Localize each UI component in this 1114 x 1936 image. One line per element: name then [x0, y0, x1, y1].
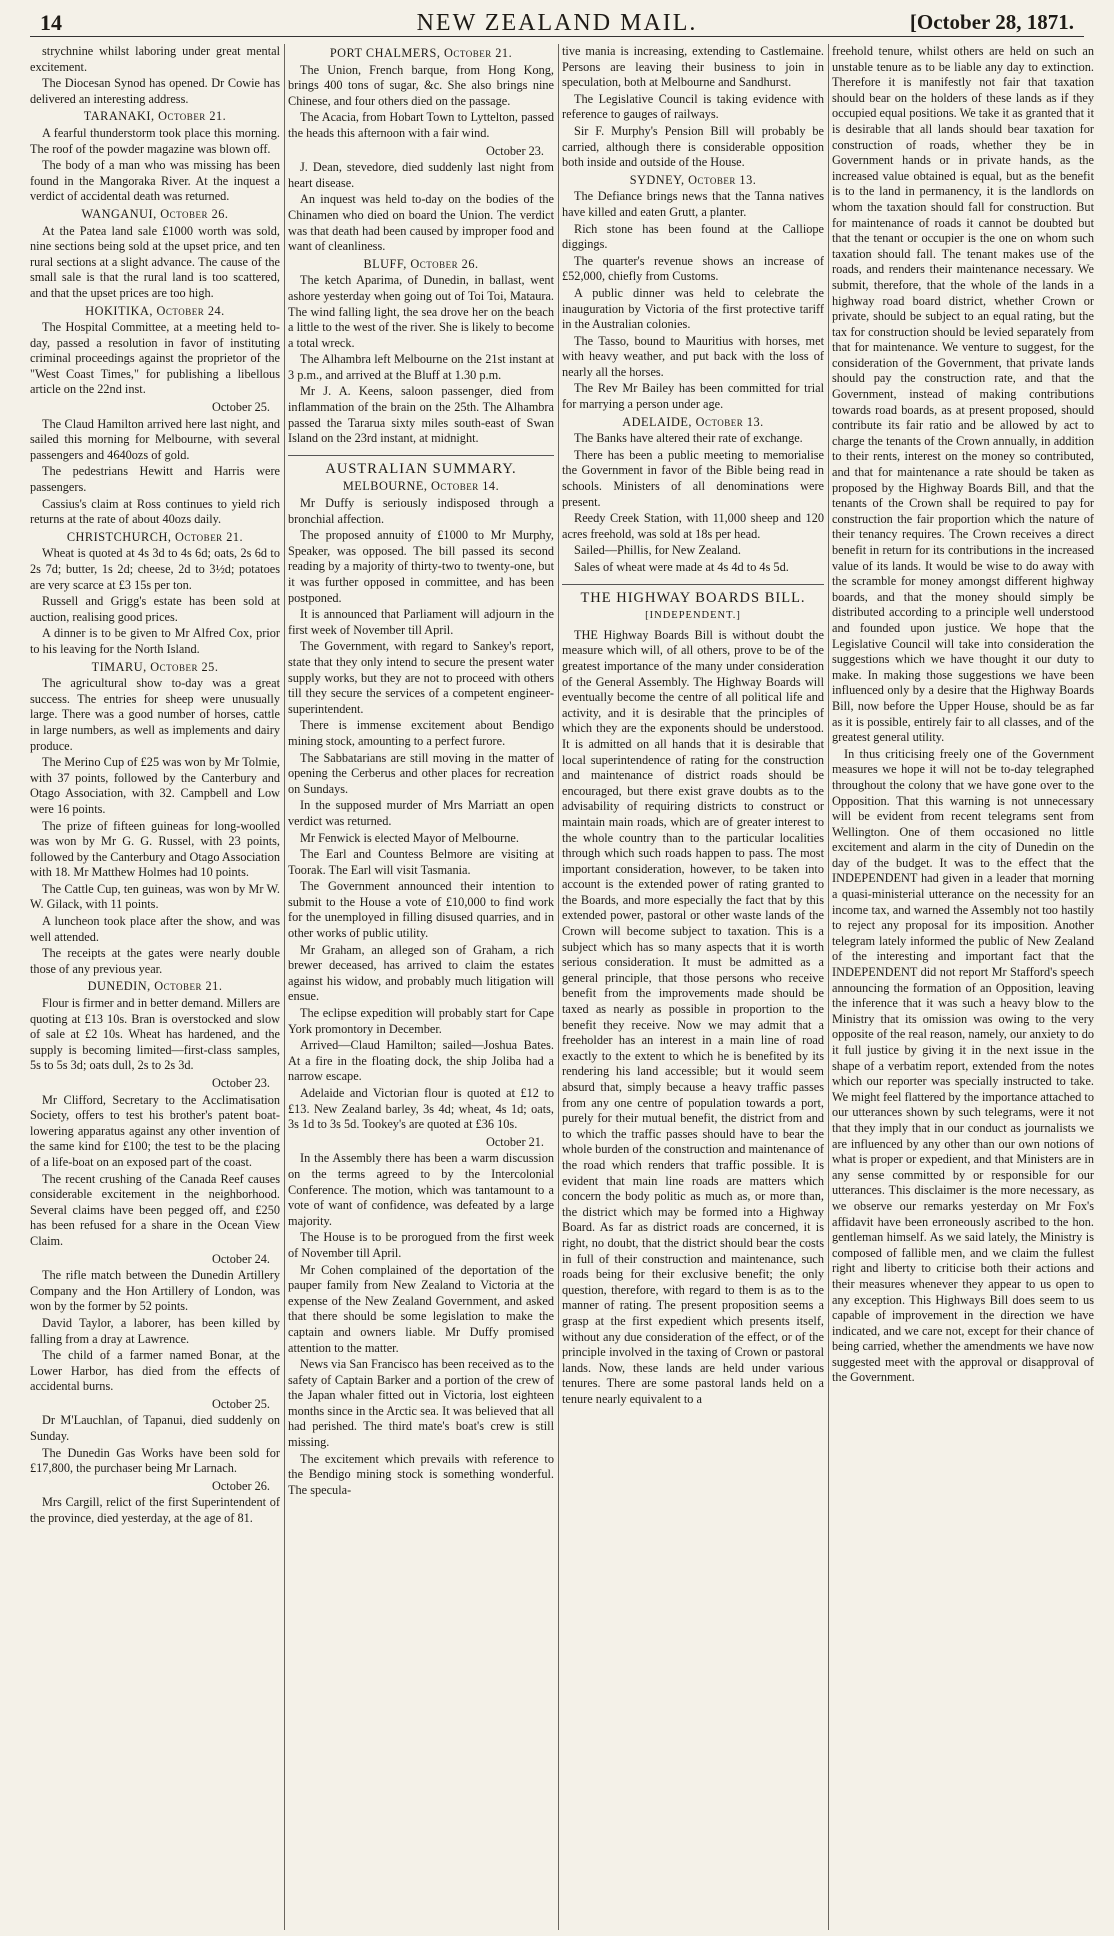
dateline: WANGANUI, October 26.	[81, 206, 229, 221]
section-heading: AUSTRALIAN SUMMARY.	[288, 455, 554, 478]
paragraph: The Earl and Countess Belmore are visiting at Toorak. The Earl will visit Tasmania.	[288, 847, 554, 877]
article-body: In thus criticising freely one of the Government measures we hope it will not be to-day telegraphed throughout the colony that we have gone over to the Opposition. That this warning is not unnecessary will be evident from recent telegrams sent from Wellington. One of them occasioned no little excitement and alarm in the city of Dunedin on the day of the budget. It was to the effect that the INDEPENDENT had given in a leader that morning a quasi-ministerial utterance on the necessity for an income tax, and warned the Assembly not too hastily to reject any proposal for its imposition. Another telegram lately informed the public of New Zealand of the interesting and important fact that the INDEPENDENT did not report Mr Stafford's speech announcing the formation of an Opposition, leaving the inference that it was such a heavy blow to the Ministry that its omission was owing to the very opposite of the real reason, namely, our anxiety to do it full justice by giving it in the next issue in the shape of a verbatim report, extended from the notes which our reporter was specially instructed to take. We might feel flattered by the importance attached to our utterances shown by such telegrams, were it not that they imply that in our conduct as journalists we are influenced by any other than our own notions of what is proper or expedient, and that Ministers are in any sense committed by or responsible for our utterances. This disclaimer is the more necessary, as we observe our remarks yesterday on Mr Fox's affidavit have been erroneously ascribed to the hon. gentleman himself. As we said lately, the Ministry is composed of fallible men, and we claim the fullest right and liberty to criticise both their actions and their measures whenever they appear to us open to any exception. This Highways Bill does seem to us capable of improvement in the direction we have indicated, and we care not, except for their chance of being carried, whether the amendments we have now suggested meet with the approval or disapproval of the Government.	[832, 746, 1094, 1385]
paragraph: Adelaide and Victorian flour is quoted at £12 to £13. New Zealand barley, 3s 4d; wheat, 4s 1d; oats, 3s 1d to 3s 5d. Tookey's are quoted at £36 10s.	[288, 1086, 554, 1132]
paragraph: The recent crushing of the Canada Reef causes considerable excitement in the neighborhood. Several claims have been pegged off, and £250 has been refused for a share in the Ocean View Claim.	[30, 1171, 280, 1248]
paragraph: Mr Fenwick is elected Mayor of Melbourne.	[300, 830, 519, 845]
paragraph: The Defiance brings news that the Tanna natives have killed and eaten Grutt, a planter.	[562, 189, 824, 219]
paragraph: The Sabbatarians are still moving in the matter of opening the Cerberus and other places for recreation on Sundays.	[288, 750, 554, 796]
paragraph: Russell and Grigg's estate has been sold at auction, realising good prices.	[30, 594, 280, 624]
masthead: NEW ZEALAND MAIL.	[416, 10, 698, 36]
date-line: October 21.	[485, 1134, 544, 1149]
paragraph: The Rev Mr Bailey has been committed for trial for marrying a person under age.	[562, 381, 824, 412]
paragraph: The prize of fifteen guineas for long-woolled was won by Mr G. G. Russel, with 23 points, followed by the Canterbury and Otago Association with 18. Mr Matthew Holmes had 10 points.	[30, 818, 280, 880]
paragraph: The Acacia, from Hobart Town to Lyttelton, passed the heads this afternoon with a fair wind.	[288, 110, 554, 140]
paragraph: A luncheon took place after the show, and was well attended.	[30, 914, 280, 944]
page-number: 14	[40, 10, 62, 35]
paragraph: Mr Duffy is seriously indisposed through a bronchial affection.	[288, 496, 554, 526]
paragraph: The Claud Hamilton arrived here last night, and sailed this morning for Melbourne, with several passengers and 4640ozs of gold.	[30, 416, 280, 462]
paragraph: There is immense excitement about Bendigo mining stock, amounting to a perfect furore.	[288, 718, 554, 748]
paragraph: Mr Cohen complained of the deportation of the pauper family from New Zealand to Victoria at the expense of the New Zealand Government, and asked that there should be some legislation to make the captain and owners liable. Mr Duffy promised attention to the matter.	[288, 1262, 554, 1355]
paragraph: Mr J. A. Keens, saloon passenger, died from inflammation of the brain on the 25th. The Alhambra passed the Tararua sixty miles south-east of Swan Island on the 23rd instant, at midnight.	[288, 384, 554, 446]
paragraph: The Hospital Committee, at a meeting held to-day, passed a resolution in favor of instituting criminal proceedings against the proprietor of the "West Coast Times," for publishing a libellous article on the 22nd inst.	[30, 320, 280, 397]
paragraph: Dr M'Lauchlan, of Tapanui, died suddenly on Sunday.	[30, 1413, 280, 1444]
column-rule	[828, 44, 829, 1930]
dateline: DUNEDIN, October 21.	[87, 979, 223, 994]
paragraph: A fearful thunderstorm took place this morning. The roof of the powder magazine was blown off.	[30, 125, 280, 156]
paragraph: Sales of wheat were made at 4s 4d to 4s 5d.	[574, 560, 789, 574]
paragraph: strychnine whilst laboring under great mental excitement.	[30, 44, 280, 74]
page-header	[30, 6, 1084, 37]
paragraph: The Merino Cup of £25 was won by Mr Tolmie, with 37 points, followed by the Canterbury and Otago Association, with 32. Campbell and Low were 16 points.	[30, 755, 280, 816]
paragraph: The Dunedin Gas Works have been sold for £17,800, the purchaser being Mr Larnach.	[30, 1445, 280, 1476]
dateline: HOKITIKA, October 24.	[85, 303, 225, 318]
column-rule	[284, 44, 285, 1930]
paragraph: The Banks have altered their rate of exchange.	[574, 431, 803, 446]
date-line: October 25.	[211, 400, 270, 415]
paragraph: A dinner is to be given to Mr Alfred Cox, prior to his leaving for the North Island.	[30, 626, 280, 656]
column-4	[832, 44, 1094, 1930]
paragraph: Wheat is quoted at 4s 3d to 4s 6d; oats, 2s 6d to 2s 7d; butter, 1s 2d; cheese, 2d to 3½d; potatoes are very scarce at £3 15s per ton.	[30, 546, 280, 592]
paragraph: There has been a public meeting to memorialise the Government in favor of the Bible being read in schools. Ministers of all denominations were present.	[562, 447, 824, 509]
dateline: ADELAIDE, October 13.	[622, 414, 764, 429]
paragraph: The eclipse expedition will probably start for Cape York promontory in December.	[288, 1006, 554, 1036]
date-line: October 25.	[211, 1396, 270, 1411]
paragraph: Mrs Cargill, relict of the first Superintendent of the province, died yesterday, at the age of 81.	[30, 1495, 280, 1526]
paragraph: The Diocesan Synod has opened. Dr Cowie has delivered an interesting address.	[30, 76, 280, 106]
paragraph: Cassius's claim at Ross continues to yield rich returns at the rate of about 40ozs daily.	[30, 496, 280, 527]
paragraph: The Tasso, bound to Mauritius with horses, met with heavy weather, and put back with the loss of nearly all the horses.	[562, 333, 824, 379]
article-source: [INDEPENDENT.]	[645, 610, 741, 622]
date-line: October 23.	[485, 143, 544, 158]
paragraph: The child of a farmer named Bonar, at the Lower Harbor, has died from the effects of accidental burns.	[30, 1348, 280, 1394]
paragraph: J. Dean, stevedore, died suddenly last night from heart disease.	[288, 160, 554, 190]
paragraph: Mr Clifford, Secretary to the Acclimatisation Society, offers to test his brother's patent boat-lowering apparatus against any other invention of the same kind for £100; the test to be the placing of a life-boat on an exposed part of the coast.	[30, 1092, 280, 1169]
date-line: October 23.	[211, 1076, 270, 1090]
paragraph: The proposed annuity of £1000 to Mr Murphy, Speaker, was opposed. The bill passed its second reading by a majority of thirty-two to twenty-one, but it was further opposed in committee, and has been postponed.	[288, 528, 554, 605]
paragraph: tive mania is increasing, extending to Castlemaine. Persons are leaving their business to join in speculation, both at Melbourne and Sandhurst.	[562, 44, 824, 90]
paragraph: News via San Francisco has been received as to the safety of Captain Barker and a portion of the crew of the Japan whaler fitted out in Victoria, lost eighteen months since in the Arctic sea. It was believed that all had perished. The third mate's boat's crew is still missing.	[288, 1357, 554, 1450]
dateline: CHRISTCHURCH, October 21.	[66, 529, 244, 544]
paragraph: At the Patea land sale £1000 worth was sold, nine sections being sold at the upset price, and ten rural sections at a slight advance. The cause of the small sale is that the rural land is too scattered, and that the upset prices are too high.	[30, 223, 280, 300]
dateline: TIMARU, October 25.	[91, 659, 219, 674]
paragraph: Reedy Creek Station, with 11,000 sheep and 120 acres freehold, was sold at 18s per head.	[562, 511, 824, 541]
paragraph: The ketch Aparima, of Dunedin, in ballast, went ashore yesterday when going out of Toi Toi, Mataura. The wind falling light, the sea drove her on the beach a little to the west of the river. She is likely to become a total wreck.	[288, 273, 554, 350]
paragraph: In the Assembly there has been a warm discussion on the terms agreed to by the Intercolonial Conference. The motion, which was tantamount to a vote of want of confidence, was defeated by a large majority.	[288, 1151, 554, 1228]
dateline: PORT CHALMERS, October 21.	[329, 46, 513, 60]
article-headline: THE HIGHWAY BOARDS BILL.	[562, 584, 824, 607]
paragraph: David Taylor, a laborer, has been killed by falling from a dray at Lawrence.	[30, 1315, 280, 1346]
date-line: October 26.	[211, 1478, 270, 1493]
paragraph: The quarter's revenue shows an increase of £52,000, chiefly from Customs.	[562, 253, 824, 284]
issue-date: [October 28, 1871.	[909, 10, 1074, 34]
paragraph: The body of a man who was missing has been found in the Mangoraka River. At the inquest a verdict of accidental death was returned.	[30, 158, 280, 204]
paragraph: The receipts at the gates were nearly double those of any previous year.	[30, 946, 280, 976]
dateline: TARANAKI, October 21.	[83, 109, 227, 124]
article-body: THE Highway Boards Bill is without doubt the measure which will, of all others, prove to be of the greatest importance of the many under consideration of the General Assembly. The Highway Boards will eventually become the centre of all political life and activity, and it is desirable that the principles of which they are the exponents should be understood. It is admitted on all hands that it is desirable that local superintendence of rating for the construction and maintenance of district roads should be encouraged, but there exist grave doubts as to the advisability of requiring districts to construct or maintain main roads, which are of greater interest to the whole country than to the particular localities through which such roads happen to pass. The most important consideration, however, to be taken into account is the extended power of rating granted to the Boards, and more especially the fact that by this extended power, pastoral or other waste lands of the Crown will become subject to taxation. This is a subject which has so many aspects that it is worth serious consideration. It must be admitted as a general principle, that those persons who receive benefit from the improvements made should be taxed as nearly as possible in proportion to the benefit they receive. Now we may admit that a freeholder has an interest in a main line of road exactly to the extent to which he is benefited by its rendering his land accessible; but it would seem absurd that, simply because a heavy traffic passes from any one centre of population towards a port, purely for their mutual benefit, the district from and to which the traffic passes should have to bear the whole burden of the construction and maintenance of the road which renders that traffic possible. It is evident that main line roads are matters which concern the body politic as much as, or more than, the district which may be formed into a Highway Board. As far as district roads are concerned, it is right, no doubt, that the district should bear the costs in full of their construction and maintenance, such roads being for their exclusive benefit; the only question, therefore, with regard to them is as to the manner of rating. The present proposition seems a grasp at the first expedient which presents itself, without any due consideration of the effect, or of the principle involved in the taxing of Crown or pastoral lands. Now, these lands are held under various tenures. There are some pastoral lands held on a tenure nearly equivalent to a	[562, 627, 824, 1406]
paragraph: Sailed—Phillis, for New Zealand.	[574, 543, 741, 558]
paragraph: Sir F. Murphy's Pension Bill will probably be carried, although there is considerable opposition both inside and outside of the House.	[562, 123, 824, 170]
paragraph: The House is to be prorogued from the first week of November till April.	[288, 1230, 554, 1260]
paragraph: The excitement which prevails with reference to the Bendigo mining stock is something wonderful. The specula-	[288, 1451, 554, 1497]
paragraph: The pedestrians Hewitt and Harris were passengers.	[30, 464, 280, 495]
paragraph: The Alhambra left Melbourne on the 21st instant at 3 p.m., and arrived at the Bluff at 1.30 p.m.	[288, 352, 554, 382]
dateline: SYDNEY, October 13.	[629, 172, 757, 187]
paragraph: In the supposed murder of Mrs Marriatt an open verdict was returned.	[288, 798, 554, 828]
paragraph: It is announced that Parliament will adjourn in the first week of November till April.	[288, 607, 554, 637]
paragraph: An inquest was held to-day on the bodies of the Chinamen who died on board the Union. The verdict was that death had been caused by improper food and want of cleanliness.	[288, 192, 554, 254]
paragraph: Rich stone has been found at the Calliope diggings.	[562, 221, 824, 252]
paragraph: Mr Graham, an alleged son of Graham, a rich brewer deceased, has arrived to claim the estates against his widow, and probably much litigation will ensue.	[288, 942, 554, 1004]
paragraph: The Legislative Council is taking evidence with reference to gauges of railways.	[562, 91, 824, 122]
date-line: October 24.	[211, 1251, 270, 1266]
paragraph: Flour is firmer and in better demand. Millers are quoting at £13 10s. Bran is overstocked and slow of sale at £2 10s. Wheat has hardened, and the supply is becoming limited—first-class samples, 5s to 5s 3d; oats dull, 2s to 2s 3d.	[30, 996, 280, 1073]
column-2	[288, 44, 554, 1930]
article-body: freehold tenure, whilst others are held on such an unstable tenure as to be liable any day to extinction. Therefore it is manifestly not fair that taxation should bear on the holders of these lands as if they occupied equal positions. We take it as granted that it is desirable that all lands should bear taxation for construction of roads, whether they be in Government hands or in private hands, as the increased value obtained is equal, but as the benefit is to the land in permanency, it is the landlords on whom the taxation should fall for construction. But for maintenance of roads it cannot be doubted but that the tenant or occupier is the one on whom such taxation should fall. The tenant makes use of the roads, and renders their maintenance necessary. We submit, therefore, that the whole of the lands in a highway road board district, whether Crown or private, should be subject to an equal rating, but the tax for construction should be levied separately from that for maintenance. We venture to suggest, for the consideration of the Government, that private lands should pay the construction rate, and that the Government, instead of making contributions towards road boards, as at present proposed, should contribute its fair ratio and be allowed by act to charge the tenants of the Crown annually, in addition to their rents, interest on the money so contributed, and that for maintenance a rate should be taken as proposed by the Highway Boards Bill, and that the tenants of the Crown shall be required to pay for construction the fair proportion which the nature of their tenancy requires. The Crown receives a direct benefit in return for its contributions in the increased value of its lands. It would be wise to do away with the scramble for money amongst different highway boards, and that the money should simply be distributed according to a principle well understood and founded upon justice. We hope that the Legislative Council will take into consideration the suggestions which we have thought it our duty to make. In making those suggestions we have been influenced only by a desire that the Highway Boards Bill, now before the Upper House, should be as far as it is possible, entirely fair to all classes, and of the greatest general utility.	[832, 44, 1094, 745]
paragraph: The Cattle Cup, ten guineas, was won by Mr W. W. Gilack, with 11 points.	[30, 881, 280, 912]
dateline: BLUFF, October 26.	[363, 256, 479, 271]
column-3	[562, 44, 824, 1930]
paragraph: The rifle match between the Dunedin Artillery Company and the Hon Artillery of London, was won by the former by 52 points.	[30, 1268, 280, 1314]
paragraph: The agricultural show to-day was a great success. The entries for sheep were unusually large. There was a good number of horses, cattle in large numbers, as well as implements and dairy produce.	[30, 676, 280, 753]
paragraph: The Government announced their intention to submit to the House a vote of £10,000 to find work for the unemployed in filling disused quarries, and in other works of public utility.	[288, 879, 554, 941]
paragraph: The Union, French barque, from Hong Kong, brings 400 tons of sugar, &c. She also brings nine Chinese, and four others died on the passage.	[288, 62, 554, 108]
paragraph: A public dinner was held to celebrate the inauguration by Victoria of the first protective tariff in the Australian colonies.	[562, 285, 824, 332]
paragraph: Arrived—Claud Hamilton; sailed—Joshua Bates. At a fire in the floating dock, the ship Joliba had a narrow escape.	[288, 1038, 554, 1084]
paragraph: The Government, with regard to Sankey's report, state that they only intend to secure the present water supply works, but they are not to proceed with others till they secure the services of a competent engineer-superintendent.	[288, 639, 554, 716]
column-rule	[558, 44, 559, 1930]
column-1	[30, 44, 280, 1930]
dateline: MELBOURNE, October 14.	[342, 479, 500, 494]
